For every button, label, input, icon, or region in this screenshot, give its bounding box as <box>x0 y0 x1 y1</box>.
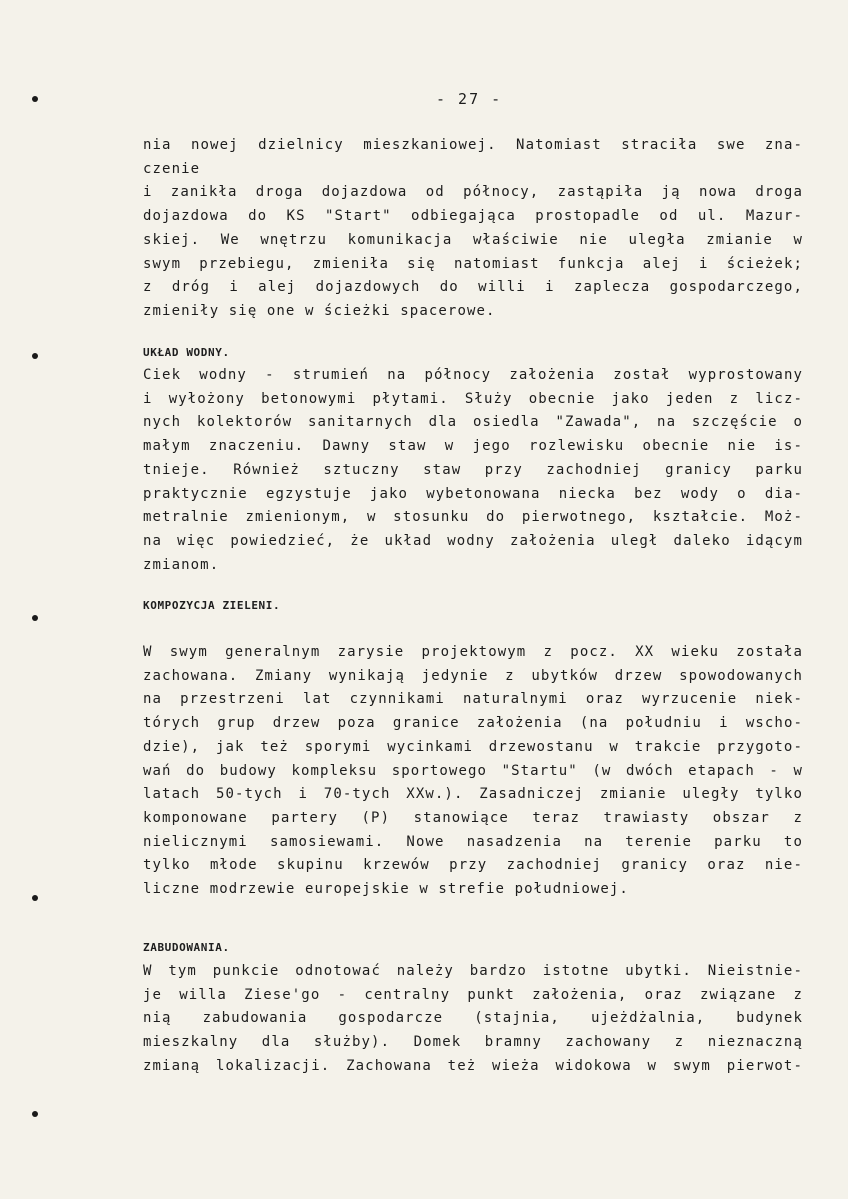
text-line: W tym punkcie odnotować należy bardzo istotne ubytki. Nieistnie- <box>143 963 803 979</box>
text-line: małym znaczeniu. Dawny staw w jego rozlewisku obecnie nie is- <box>143 438 803 455</box>
text-line: tórych grup drzew poza granice założenia (na południu i wscho- <box>143 715 803 732</box>
text-line: W swym generalnym zarysie projektowym z pocz. XX wieku została <box>143 644 803 660</box>
binder-hole-mark <box>32 96 38 102</box>
text-line: metralnie zmienionym, w stosunku do pierwotnego, kształcie. Moż- <box>143 509 803 526</box>
binder-hole-mark <box>32 615 38 621</box>
text-line: dzie), jak też sporymi wycinkami drzewostanu w trakcie przygoto- <box>143 738 803 755</box>
binder-hole-mark <box>32 1111 38 1117</box>
text-line: Ciek wodny - strumień na północy założenia został wyprostowany <box>143 367 803 383</box>
text-line: latach 50-tych i 70-tych XXw.). Zasadniczej zmianie uległy tylko <box>143 786 803 803</box>
text-line: czenie <box>143 160 201 177</box>
text-line: z dróg i alej dojazdowych do willi i zaplecza gospodarczego, <box>143 279 803 296</box>
text-line: swym przebiegu, zmieniła się natomiast funkcja alej i ścieżek; <box>143 255 803 272</box>
text-line: je willa Ziese'go - centralny punkt założenia, oraz związane z <box>143 986 803 1003</box>
text-line: dojazdowa do KS "Start" odbiegająca prostopadle od ul. Mazur- <box>143 208 803 225</box>
buildings-paragraph <box>143 960 803 1079</box>
text-line: zmianom. <box>143 556 220 573</box>
text-line: na przestrzeni lat czynnikami naturalnymi oraz wyrzucenie niek- <box>143 691 803 708</box>
text-line: tylko młode skupinu krzewów przy zachodniej granicy oraz nie- <box>143 857 803 874</box>
binder-hole-mark <box>32 353 38 359</box>
text-line: liczne modrzewie europejskie w strefie południowej. <box>143 881 629 898</box>
text-line: nią zabudowania gospodarcze (stajnia, ujeżdżalnia, budynek <box>143 1010 803 1027</box>
text-line: komponowane partery (P) stanowiące teraz trawiasty obszar z <box>143 809 803 826</box>
text-line: wań do budowy kompleksu sportowego "Startu" (w dwóch etapach - w <box>143 762 803 779</box>
text-line: zmianą lokalizacji. Zachowana też wieża widokowa w swym pierwot- <box>143 1057 803 1074</box>
binder-hole-mark <box>32 895 38 901</box>
text-line: nielicznymi samosiewami. Nowe nasadzenia na terenie parku to <box>143 833 803 850</box>
text-line: mieszkalny dla służby). Domek bramny zachowany z nieznaczną <box>143 1034 803 1051</box>
text-line: zachowana. Zmiany wynikają jedynie z ubytków drzew spowodowanych <box>143 667 803 684</box>
text-line: i zanikła droga dojazdowa od północy, zastąpiła ją nowa droga <box>143 184 803 201</box>
text-line: skiej. We wnętrzu komunikacja właściwie nie uległa zmianie w <box>143 231 803 248</box>
text-line: zmieniły się one w ścieżki spacerowe. <box>143 302 496 319</box>
text-line: praktycznie egzystuje jako wybetonowana niecka bez wody o dia- <box>143 485 803 502</box>
section-heading-greenery: KOMPOZYCJA ZIELENI. <box>143 599 281 612</box>
section-heading-water: UKŁAD WODNY. <box>143 346 230 359</box>
section-heading-buildings: ZABUDOWANIA. <box>143 941 230 954</box>
greenery-paragraph <box>143 641 803 902</box>
intro-paragraph <box>143 134 803 324</box>
text-line: nych kolektorów sanitarnych dla osiedla "Zawada", na szczęście o <box>143 414 803 431</box>
water-paragraph <box>143 364 803 577</box>
text-line: na więc powiedzieć, że układ wodny założenia uległ daleko idącym <box>143 532 803 549</box>
page-number: - 27 - <box>436 90 503 108</box>
text-line: tnieje. Również sztuczny staw przy zachodniej granicy parku <box>143 461 803 478</box>
text-line: i wyłożony betonowymi płytami. Służy obecnie jako jeden z licz- <box>143 390 803 407</box>
text-line: nia nowej dzielnicy mieszkaniowej. Natomiast straciła swe zna- <box>143 137 803 153</box>
